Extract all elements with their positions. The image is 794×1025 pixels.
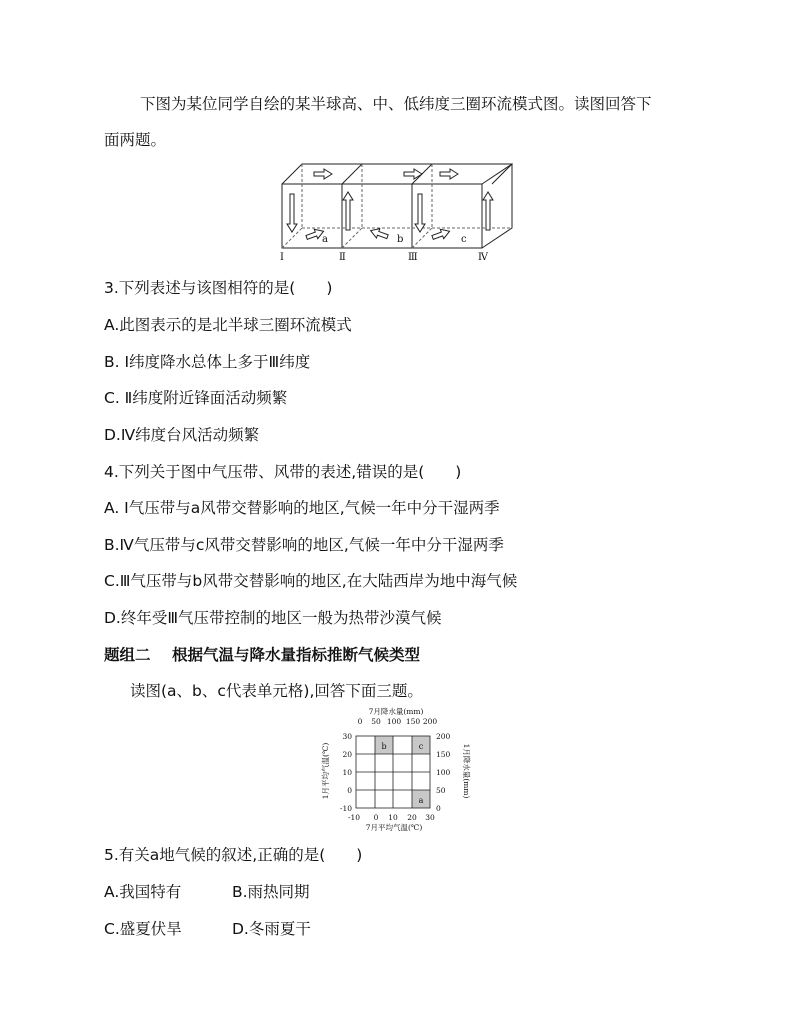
arrow-bottom-3	[431, 227, 451, 243]
right-tick-150: 150	[436, 750, 451, 759]
top-tick-100: 100	[386, 717, 402, 726]
q5-option-d: D.冬雨夏干	[232, 920, 311, 938]
right-tick-0: 0	[436, 804, 441, 813]
cell-label-c: c	[461, 234, 467, 245]
q4-option-b: B.Ⅳ气压带与c风带交替影响的地区,气候一年中分干湿两季	[104, 536, 504, 554]
q4-option-a: A. Ⅰ气压带与a风带交替影响的地区,气候一年中分干湿两季	[104, 499, 500, 517]
top-tick-0: 0	[357, 717, 363, 726]
q4-stem: 4.下列关于图中气压带、风带的表述,错误的是( )	[104, 463, 462, 481]
cell-label-b: b	[397, 234, 404, 245]
arrow-top-3	[440, 169, 458, 179]
arrow-down-3	[415, 194, 425, 232]
intro-line-1: 下图为某位同学自绘的某半球高、中、低纬度三圈环流模式图。读图回答下	[140, 95, 652, 113]
top-tick-50: 50	[371, 717, 381, 726]
q4-option-c: C.Ⅲ气压带与b风带交替影响的地区,在大陆西岸为地中海气候	[104, 572, 518, 590]
left-axis-label: 1月平均气温(℃)	[321, 742, 330, 800]
q5-stem: 5.有关a地气候的叙述,正确的是( )	[104, 846, 363, 864]
q5-option-a: A.我国特有	[104, 883, 182, 901]
cell-label-a: a	[322, 234, 328, 245]
bottom-tick-20: 20	[407, 813, 417, 822]
left-tick-0: 0	[347, 786, 352, 795]
section2-title: 根据气温与降水量指标推断气候类型	[172, 646, 421, 664]
top-tick-200: 200	[422, 717, 438, 726]
left-tick-30: 30	[342, 732, 352, 741]
section2-label: 题组二	[104, 646, 151, 664]
bottom-axis-label: 7月平均气温(℃)	[365, 823, 423, 832]
climate-grid-diagram	[316, 706, 476, 834]
right-axis-label: 1月降水量(mm)	[462, 743, 471, 799]
left-tick-20: 20	[342, 750, 352, 759]
right-tick-100: 100	[436, 768, 451, 777]
q5-option-b: B.雨热同期	[232, 883, 310, 901]
q3-option-b: B. Ⅰ纬度降水总体上多于Ⅲ纬度	[104, 353, 311, 371]
arrow-up-2	[343, 192, 353, 230]
three-cell-circulation-diagram	[280, 162, 520, 264]
bottom-tick-neg10: -10	[347, 813, 361, 822]
left-tick-neg10: -10	[339, 804, 352, 813]
arrow-down-1	[287, 194, 297, 232]
bottom-tick-30: 30	[425, 813, 435, 822]
bottom-tick-10: 10	[388, 813, 398, 822]
latitude-label-1: Ⅰ	[280, 252, 284, 263]
q4-option-d: D.终年受Ⅲ气压带控制的地区一般为热带沙漠气候	[104, 609, 442, 627]
intro-line-2: 面两题。	[104, 131, 167, 149]
arrow-top-1	[314, 169, 332, 179]
q5-option-c: C.盛夏伏旱	[104, 920, 182, 938]
q3-option-a: A.此图表示的是北半球三圈环流模式	[104, 316, 352, 334]
right-tick-200: 200	[436, 732, 451, 741]
latitude-label-2: Ⅱ	[339, 252, 346, 263]
grid-cell-a: a	[418, 796, 424, 805]
left-tick-10: 10	[342, 768, 352, 777]
latitude-label-3: Ⅲ	[408, 252, 418, 263]
bottom-tick-0: 0	[373, 813, 379, 822]
q3-option-c: C. Ⅱ纬度附近锋面活动频繁	[104, 389, 288, 407]
top-axis-label: 7月降水量(mm)	[368, 707, 424, 716]
arrow-up-4	[483, 192, 493, 230]
right-tick-50: 50	[436, 786, 446, 795]
q3-option-d: D.Ⅳ纬度台风活动频繁	[104, 426, 260, 444]
grid-cell-b: b	[381, 742, 387, 751]
latitude-label-4: Ⅳ	[478, 252, 488, 263]
section2-intro: 读图(a、b、c代表单元格),回答下面三题。	[130, 682, 423, 700]
arrow-top-2	[404, 169, 422, 179]
q3-stem: 3.下列表述与该图相符的是( )	[104, 279, 333, 297]
top-tick-150: 150	[405, 717, 421, 726]
grid-cell-c: c	[418, 742, 424, 751]
